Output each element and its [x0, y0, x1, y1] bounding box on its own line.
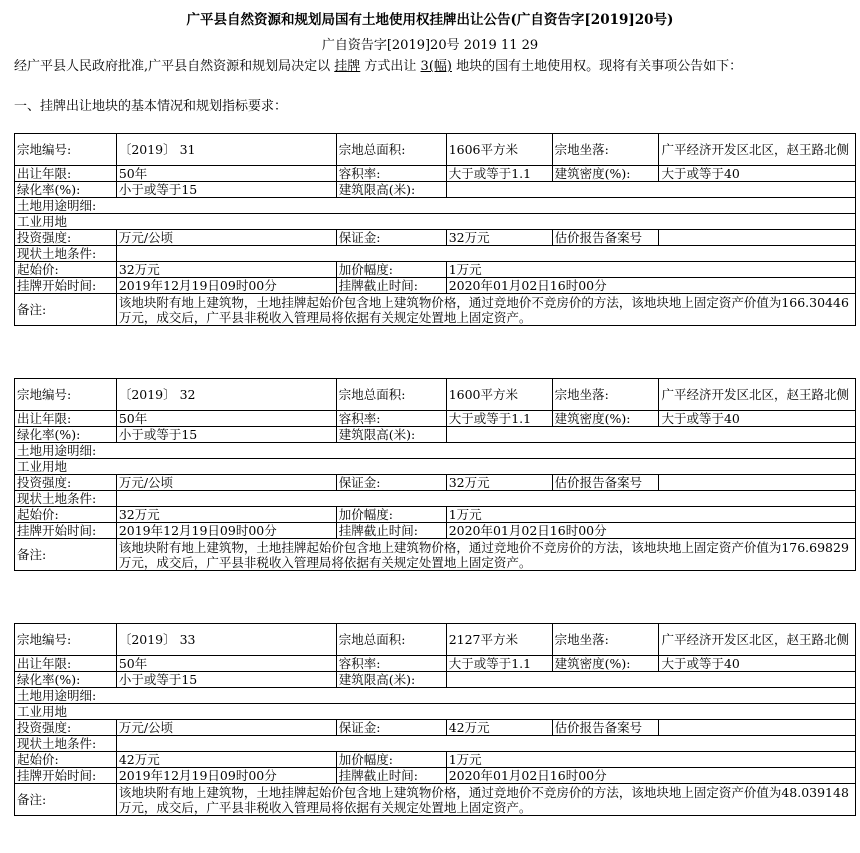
table-row: [15, 262, 856, 278]
label-parcel-no: 宗地编号:: [15, 134, 117, 166]
label-deposit: 保证金:: [336, 720, 446, 736]
label-green: 绿化率(%):: [15, 182, 117, 198]
value-condition: [116, 246, 855, 262]
table-row: [15, 166, 856, 182]
value-start-price: 32万元: [116, 507, 336, 523]
value-increment: 1万元: [446, 262, 855, 278]
label-remarks: 备注:: [15, 784, 117, 816]
value-parcel-no: 〔2019〕 33: [116, 624, 336, 656]
value-listing-start: 2019年12月19日09时00分: [116, 768, 336, 784]
table-row: [15, 475, 856, 491]
label-start-price: 起始价:: [15, 507, 117, 523]
intro-text-end: 地块的国有土地使用权。现将有关事项公告如下：: [451, 59, 743, 74]
label-term: 出让年限:: [15, 166, 117, 182]
value-condition: [116, 491, 855, 507]
label-location: 宗地坐落:: [552, 134, 659, 166]
label-density: 建筑密度(%):: [552, 166, 659, 182]
value-land-use: 工业用地: [15, 214, 856, 230]
label-appraisal: 估价报告备案号: [552, 230, 659, 246]
label-total-area: 宗地总面积:: [336, 624, 446, 656]
label-investment: 投资强度:: [15, 475, 117, 491]
value-parcel-no: 〔2019〕 31: [116, 134, 336, 166]
table-row: [15, 768, 856, 784]
table-row: [15, 672, 856, 688]
value-green: 小于或等于15: [116, 427, 336, 443]
intro-text-start: 经广平县人民政府批准,广平县自然资源和规划局决定以: [14, 59, 335, 74]
table-row: [15, 427, 856, 443]
label-deposit: 保证金:: [336, 475, 446, 491]
value-investment: 万元/公顷: [116, 720, 336, 736]
value-investment: 万元/公顷: [116, 475, 336, 491]
value-term: 50年: [116, 166, 336, 182]
value-appraisal: [659, 720, 856, 736]
label-listing-end: 挂牌截止时间:: [336, 523, 446, 539]
label-listing-start: 挂牌开始时间:: [15, 768, 117, 784]
table-row: [15, 246, 856, 262]
table-row: [15, 624, 856, 656]
label-use-detail: 土地用途明细:: [15, 198, 856, 214]
intro-method: 挂牌: [334, 59, 361, 74]
label-remarks: 备注:: [15, 539, 117, 571]
value-land-use: 工业用地: [15, 459, 856, 475]
intro-paragraph: [14, 55, 854, 74]
value-increment: 1万元: [446, 507, 855, 523]
label-condition: 现状土地条件:: [15, 246, 117, 262]
parcel-table-3: [14, 623, 856, 816]
label-appraisal: 估价报告备案号: [552, 720, 659, 736]
label-listing-start: 挂牌开始时间:: [15, 278, 117, 294]
label-deposit: 保证金:: [336, 230, 446, 246]
label-increment: 加价幅度:: [336, 507, 446, 523]
label-appraisal: 估价报告备案号: [552, 475, 659, 491]
table-row: [15, 656, 856, 672]
table-row: [15, 459, 856, 475]
label-density: 建筑密度(%):: [552, 411, 659, 427]
value-location: 广平经济开发区北区，赵王路北侧: [659, 624, 856, 656]
label-far: 容积率:: [336, 656, 446, 672]
table-row: [15, 134, 856, 166]
section-heading: 一、挂牌出让地块的基本情况和规划指标要求：: [14, 99, 288, 114]
label-parcel-no: 宗地编号:: [15, 379, 117, 411]
value-appraisal: [659, 230, 856, 246]
table-row: [15, 294, 856, 326]
intro-parcel-count: 3(幅): [420, 59, 452, 74]
value-green: 小于或等于15: [116, 182, 336, 198]
value-deposit: 32万元: [446, 475, 552, 491]
document-number: 广自资告字[2019]20号 2019 11 29: [321, 38, 539, 53]
table-row: [15, 720, 856, 736]
parcel-table-2: [14, 378, 856, 571]
value-start-price: 32万元: [116, 262, 336, 278]
value-term: 50年: [116, 411, 336, 427]
value-height: [446, 672, 855, 688]
value-location: 广平经济开发区北区，赵王路北侧: [659, 379, 856, 411]
label-location: 宗地坐落:: [552, 379, 659, 411]
value-listing-end: 2020年01月02日16时00分: [446, 278, 855, 294]
table-row: [15, 523, 856, 539]
label-increment: 加价幅度:: [336, 752, 446, 768]
value-total-area: 1606平方米: [446, 134, 552, 166]
value-start-price: 42万元: [116, 752, 336, 768]
value-deposit: 32万元: [446, 230, 552, 246]
table-row: [15, 230, 856, 246]
intro-text-mid: 方式出让: [360, 59, 421, 74]
label-total-area: 宗地总面积:: [336, 379, 446, 411]
value-density: 大于或等于40: [659, 411, 856, 427]
value-location: 广平经济开发区北区，赵王路北侧: [659, 134, 856, 166]
value-term: 50年: [116, 656, 336, 672]
table-row: [15, 539, 856, 571]
value-total-area: 2127平方米: [446, 624, 552, 656]
label-condition: 现状土地条件:: [15, 736, 117, 752]
value-condition: [116, 736, 855, 752]
value-listing-end: 2020年01月02日16时00分: [446, 768, 855, 784]
label-far: 容积率:: [336, 166, 446, 182]
value-remarks: 该地块附有地上建筑物，土地挂牌起始价包含地上建筑物价格，通过竞地价不竞房价的方法，该地块地上固定资产价值为166.30446万元，成交后，广平县非税收入管理局将依据有关规定处置地上固定资产。: [116, 294, 855, 326]
label-start-price: 起始价:: [15, 262, 117, 278]
label-far: 容积率:: [336, 411, 446, 427]
page-title: 广平县自然资源和规划局国有土地使用权挂牌出让公告(广自资告字[2019]20号): [186, 12, 674, 28]
table-row: [15, 688, 856, 704]
label-height: 建筑限高(米):: [336, 427, 446, 443]
label-listing-end: 挂牌截止时间:: [336, 768, 446, 784]
label-remarks: 备注:: [15, 294, 117, 326]
label-investment: 投资强度:: [15, 230, 117, 246]
value-deposit: 42万元: [446, 720, 552, 736]
label-green: 绿化率(%):: [15, 427, 117, 443]
table-row: [15, 214, 856, 230]
value-total-area: 1600平方米: [446, 379, 552, 411]
label-listing-end: 挂牌截止时间:: [336, 278, 446, 294]
table-row: [15, 752, 856, 768]
label-investment: 投资强度:: [15, 720, 117, 736]
value-green: 小于或等于15: [116, 672, 336, 688]
table-row: [15, 443, 856, 459]
table-row: [15, 278, 856, 294]
value-height: [446, 182, 855, 198]
table-row: [15, 491, 856, 507]
label-location: 宗地坐落:: [552, 624, 659, 656]
parcel-table-1: [14, 133, 856, 326]
value-remarks: 该地块附有地上建筑物，土地挂牌起始价包含地上建筑物价格，通过竞地价不竞房价的方法，该地块地上固定资产价值为48.039148万元，成交后，广平县非税收入管理局将依据有关规定处置地上固定资产。: [116, 784, 855, 816]
value-remarks: 该地块附有地上建筑物，土地挂牌起始价包含地上建筑物价格，通过竞地价不竞房价的方法，该地块地上固定资产价值为176.69829万元，成交后，广平县非税收入管理局将依据有关规定处置地上固定资产。: [116, 539, 855, 571]
value-far: 大于或等于1.1: [446, 411, 552, 427]
value-appraisal: [659, 475, 856, 491]
table-row: [15, 736, 856, 752]
table-row: [15, 507, 856, 523]
value-parcel-no: 〔2019〕 32: [116, 379, 336, 411]
label-start-price: 起始价:: [15, 752, 117, 768]
value-investment: 万元/公顷: [116, 230, 336, 246]
label-parcel-no: 宗地编号:: [15, 624, 117, 656]
label-use-detail: 土地用途明细:: [15, 688, 856, 704]
value-height: [446, 427, 855, 443]
value-far: 大于或等于1.1: [446, 656, 552, 672]
value-far: 大于或等于1.1: [446, 166, 552, 182]
table-row: [15, 704, 856, 720]
label-term: 出让年限:: [15, 411, 117, 427]
label-density: 建筑密度(%):: [552, 656, 659, 672]
table-row: [15, 784, 856, 816]
table-row: [15, 379, 856, 411]
label-height: 建筑限高(米):: [336, 672, 446, 688]
label-condition: 现状土地条件:: [15, 491, 117, 507]
value-increment: 1万元: [446, 752, 855, 768]
value-listing-start: 2019年12月19日09时00分: [116, 278, 336, 294]
table-row: [15, 198, 856, 214]
label-term: 出让年限:: [15, 656, 117, 672]
value-land-use: 工业用地: [15, 704, 856, 720]
label-increment: 加价幅度:: [336, 262, 446, 278]
label-use-detail: 土地用途明细:: [15, 443, 856, 459]
table-row: [15, 182, 856, 198]
label-height: 建筑限高(米):: [336, 182, 446, 198]
value-density: 大于或等于40: [659, 166, 856, 182]
table-row: [15, 411, 856, 427]
label-listing-start: 挂牌开始时间:: [15, 523, 117, 539]
value-listing-start: 2019年12月19日09时00分: [116, 523, 336, 539]
label-green: 绿化率(%):: [15, 672, 117, 688]
label-total-area: 宗地总面积:: [336, 134, 446, 166]
value-listing-end: 2020年01月02日16时00分: [446, 523, 855, 539]
value-density: 大于或等于40: [659, 656, 856, 672]
